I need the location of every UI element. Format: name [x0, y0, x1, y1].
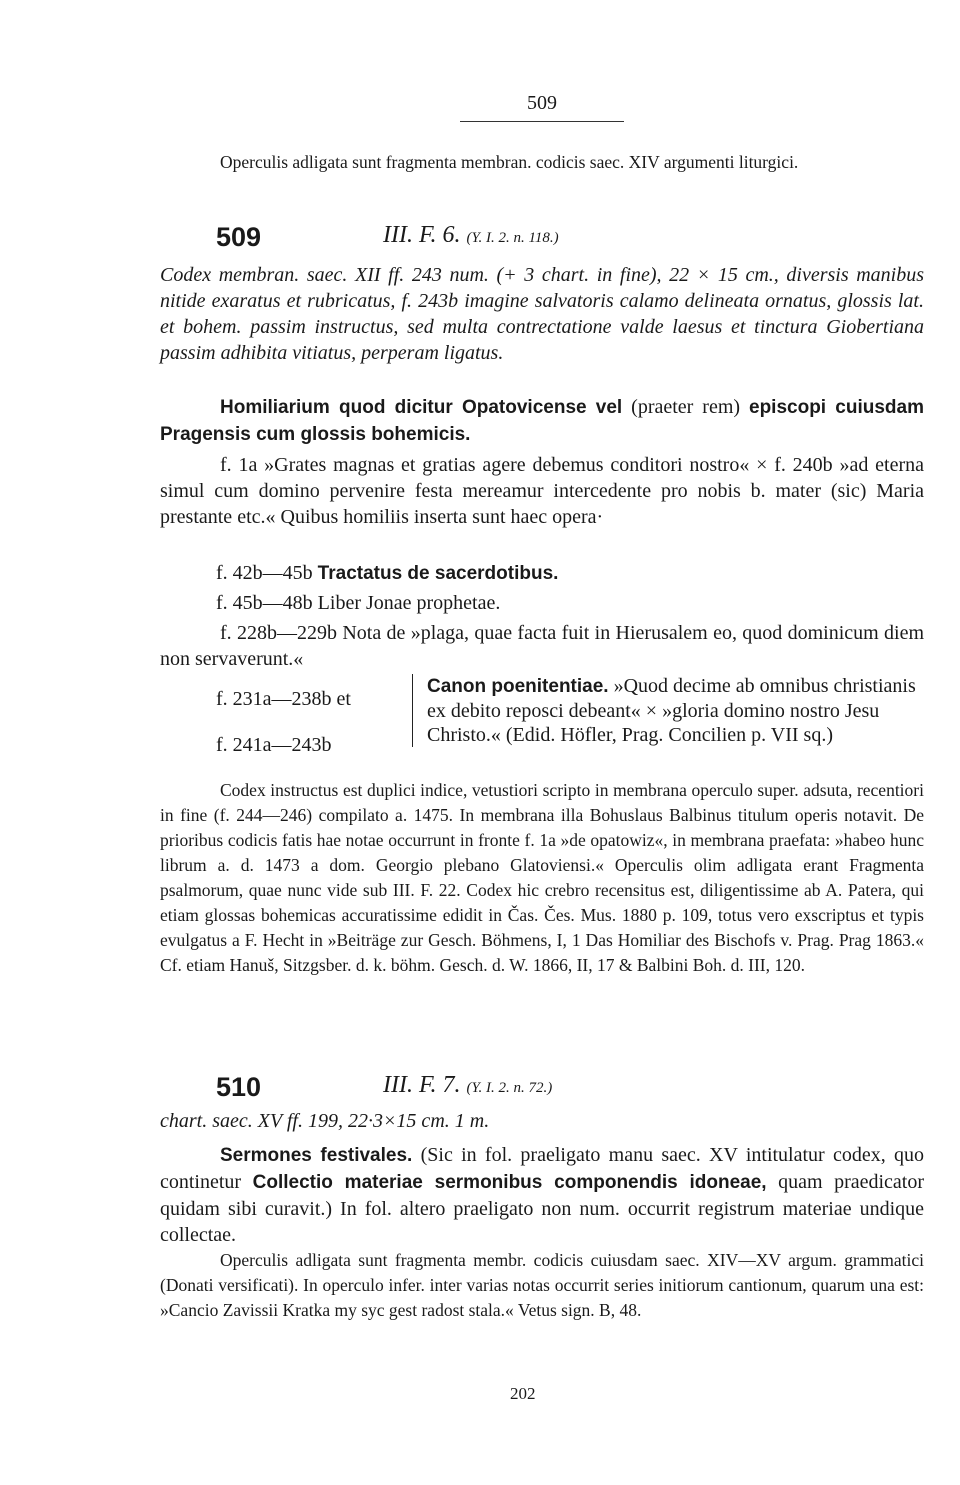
shelfmark-510 — [383, 1072, 552, 1099]
old-signature: (Y. I. 2. n. 118.) — [466, 230, 559, 246]
item-folio: f. 45b—48b — [216, 592, 313, 614]
shelfmark-509 — [383, 222, 559, 249]
canon-folio-2: f. 241a—243b — [216, 734, 332, 756]
canon-text — [412, 674, 939, 747]
entry-number-510: 510 — [216, 1072, 262, 1102]
item-text: Nota de »plaga, quae facta fuit in Hierusalem eo, quod dominicum diem non servaverunt.« — [160, 622, 924, 670]
footer-folio: 202 — [510, 1384, 536, 1403]
intro-note: Operculis adligata sunt fragmenta membran. codicis saec. XIV argumenti liturgici. — [220, 152, 799, 172]
entry-number-509: 509 — [216, 222, 262, 252]
signature: III. F. 6. — [383, 222, 461, 248]
item-text: Liber Jonae prophetae. — [317, 592, 501, 614]
text-1: (Sic in fol. praeligato manu saec. XV intitulatur codex, quo continetur — [160, 1144, 925, 1193]
title-bold: Sermones festivales. — [220, 1145, 413, 1166]
text-2: quam praedicator quidam sibi curavit.) In fol. altero praeligato non num. occurrit registrum materiae undique collectae. — [160, 1171, 925, 1246]
item-1 — [216, 560, 558, 587]
item-2 — [216, 590, 500, 616]
incipit-509: f. 1a »Grates magnas et gratias agere debemus conditori nostro« × f. 240b »ad eterna simul cum domino pervenire festa mereamur intercedente pro nobis b. mater (sic) Maria prestante etc.« Quibus homiliis inserta sunt haec opera· — [160, 454, 924, 528]
title-bold: Homiliarium quod dicitur Opatovicense vel — [220, 397, 623, 418]
canon-body: »Quod decime ab omnibus christianis ex debito reposci debeant« × »gloria domino nostro Jesu Christo.« (Edid. Höfler, Prag. Concilien p. VII sq.) — [427, 675, 916, 746]
old-signature: (Y. I. 2. n. 72.) — [466, 1080, 553, 1096]
running-page-number: 509 — [527, 92, 557, 114]
title-paren: (praeter rem) — [631, 396, 741, 418]
note-510: Operculis adligata sunt fragmenta membr. codicis cuiusdam saec. XIV—XV argum. grammatici (Donati versificati). In operculo infer. inter varias notas occurrit series initiorum cantionum, quarum una est: »Cancio Zavissii Kratka my syc gest radost stala.« Vetus sign. B, 48. — [160, 1250, 924, 1320]
canon-title: Canon poenitentiae. — [427, 676, 609, 697]
signature: III. F. 7. — [383, 1072, 461, 1098]
item-text: Tractatus de sacerdotibus. — [317, 563, 559, 584]
title-bold-2: Collectio materiae sermonibus componendis idoneae, — [252, 1172, 767, 1193]
item-folio: f. 228b—229b — [220, 622, 337, 644]
title-bold-2: episcopi cuiusdam Pragensis cum glossis bohemicis. — [160, 397, 924, 445]
canon-folio-1: f. 231a—238b et — [216, 688, 351, 710]
header-rule — [460, 121, 624, 122]
title-509 — [160, 394, 924, 448]
item-folio: f. 42b—45b — [216, 562, 313, 584]
note-509: Codex instructus est duplici indice, vetustiori scripto in membrana operculo super. adsuta, recentiori in fine (f. 244—246) compilato a. 1475. In membrana illa Bohuslaus Balbinus titulum operis notavit. De prioribus codicis fatis hae notae occurrunt in fronte f. 1a »de opatowiz«, in membrana praefata: »habeo hunc librum a. d. 1473 a dom. Georgio plebano Glatoviensi.« Operculis olim adligata erant Fragmenta psalmorum, quae nunc vide sub III. F. 22. Codex hic crebro recensitus est, diligentissime ab A. Patera, qui etiam glossas bohemicas accuratissime edidit in Čas. Čes. Mus. 1880 p. 109, totus vero exscriptus et typis evulgatus a F. Hecht in »Beiträge zur Gesch. Böhmens, I, 1 Das Homiliar des Bischofs v. Prag. Prag 1863.« Cf. etiam Hanuš, Sitzgsber. d. k. böhm. Gesch. d. W. 1866, II, 17 & Balbini Boh. d. III, 120. — [160, 780, 924, 975]
description-509: Codex membran. saec. XII ff. 243 num. (+ 3 chart. in fine), 22 × 15 cm., diversis manibus nitide exaratus et rubricatus, f. 243b imagine salvatoris calamo delineata ornatus, glossis lat. et bohem. passim instructus, sed multa contrectatione valde laesus et tinctura Giobertiana passim adhibita vitiatus, perperam ligatus. — [160, 264, 924, 364]
title-510 — [160, 1142, 924, 1248]
item-3 — [160, 620, 924, 672]
description-510: chart. saec. XV ff. 199, 22·3×15 cm. 1 m. — [160, 1110, 490, 1132]
